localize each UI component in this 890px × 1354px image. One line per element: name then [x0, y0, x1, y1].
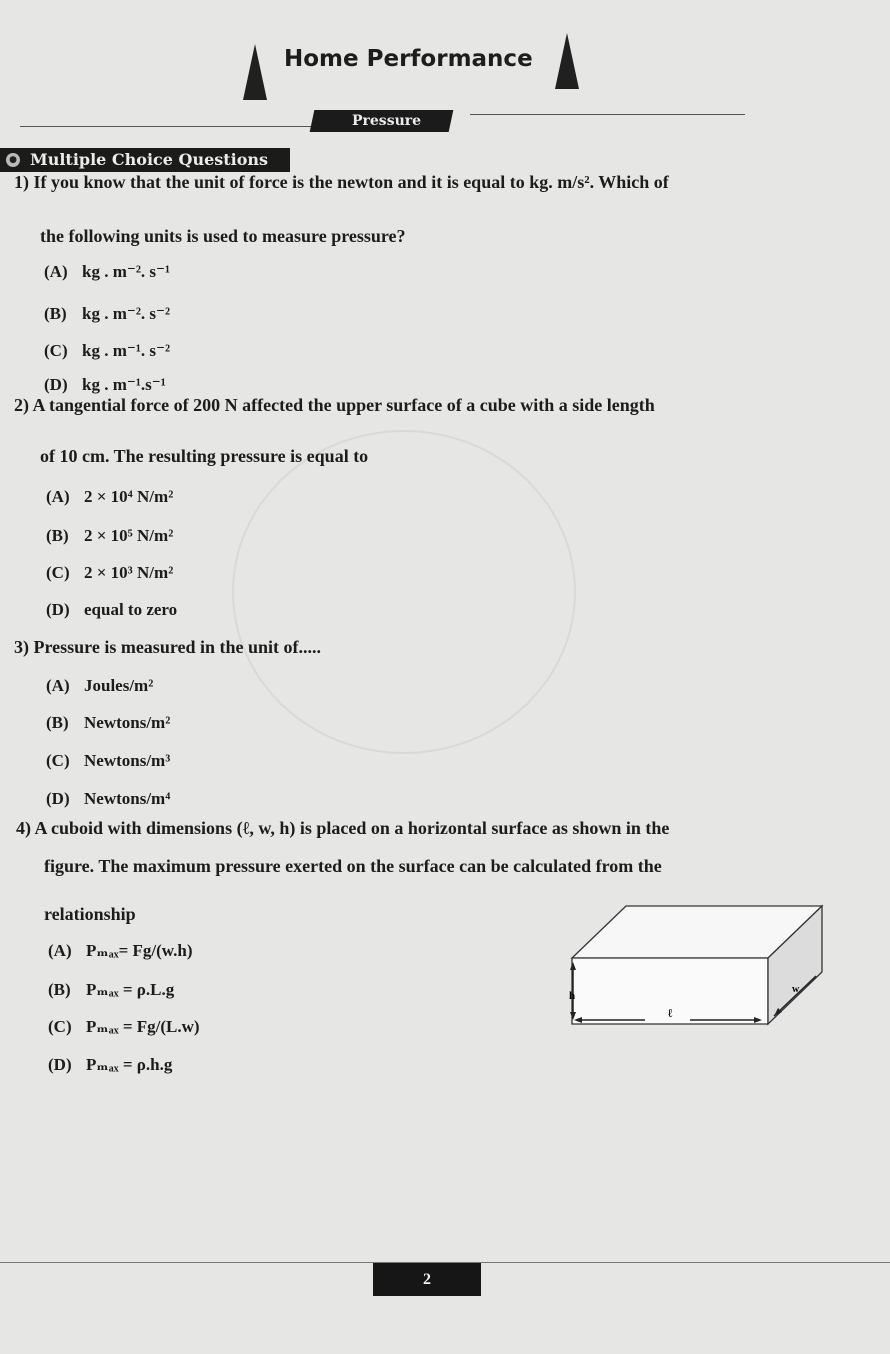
- option-text: Newtons/m²: [84, 713, 171, 732]
- question-text: A cuboid with dimensions (ℓ, w, h) is placed on a horizontal surface as shown in the: [34, 818, 670, 838]
- option-text: kg . m⁻². s⁻²: [82, 304, 171, 323]
- option-2b[interactable]: [46, 526, 173, 546]
- question-4-line3: relationship: [44, 904, 136, 924]
- option-text: Pₘₐₓ = Fg/(L.w): [86, 1017, 200, 1036]
- option-2c[interactable]: [46, 563, 173, 583]
- left-pennant-icon: [243, 44, 267, 100]
- header-rule-right: [470, 114, 745, 115]
- option-4c[interactable]: [48, 1017, 200, 1037]
- option-letter: (A): [46, 676, 70, 695]
- cuboid-figure: [560, 900, 830, 1030]
- question-number: 2): [14, 395, 29, 415]
- option-3d[interactable]: [46, 789, 170, 809]
- option-letter: (D): [46, 789, 70, 808]
- option-text: Newtons/m⁴: [84, 789, 171, 808]
- option-letter: (C): [46, 563, 70, 582]
- option-1d[interactable]: [44, 375, 166, 395]
- topic-label: Pressure: [352, 113, 422, 129]
- option-letter: (C): [46, 751, 70, 770]
- page-number: 2: [373, 1263, 481, 1296]
- question-4-line2: figure. The maximum pressure exerted on the surface can be calculated from the: [44, 856, 662, 876]
- option-letter: (C): [48, 1017, 72, 1036]
- label-l: ℓ: [668, 1006, 673, 1020]
- section-label: Multiple Choice Questions: [30, 150, 269, 169]
- question-number: 1): [14, 172, 29, 192]
- question-1: [14, 172, 669, 193]
- option-text: equal to zero: [84, 600, 178, 619]
- option-letter: (B): [46, 713, 69, 732]
- question-text: If you know that the unit of force is the newton and it is equal to kg. m/s². Which of: [33, 172, 669, 192]
- option-text: Pₘₐₓ = ρ.h.g: [86, 1055, 173, 1074]
- header-rule-left: [20, 126, 312, 127]
- question-2: [14, 395, 655, 416]
- option-letter: (C): [44, 341, 68, 360]
- section-header: [0, 148, 290, 172]
- option-1a[interactable]: [44, 262, 170, 282]
- option-4b[interactable]: [48, 980, 174, 1000]
- option-letter: (A): [46, 487, 70, 506]
- option-letter: (D): [46, 600, 70, 619]
- option-letter: (D): [44, 375, 68, 394]
- option-letter: (D): [48, 1055, 72, 1074]
- topic-tag: [310, 110, 454, 132]
- option-letter: (B): [46, 526, 69, 545]
- option-text: 2 × 10³ N/m²: [84, 563, 174, 582]
- question-2-line2: of 10 cm. The resulting pressure is equal to: [40, 446, 369, 466]
- option-letter: (B): [48, 980, 71, 999]
- option-4d[interactable]: [48, 1055, 172, 1075]
- option-1c[interactable]: [44, 341, 170, 361]
- question-text: A tangential force of 200 N affected the upper surface of a cube with a side length: [32, 395, 655, 415]
- option-text: 2 × 10⁵ N/m²: [84, 526, 174, 545]
- option-letter: (A): [48, 941, 72, 960]
- option-letter: (B): [44, 304, 67, 323]
- option-text: Newtons/m³: [84, 751, 171, 770]
- question-3: [14, 637, 321, 658]
- page-title: Home Performance: [284, 46, 533, 72]
- option-2d[interactable]: [46, 600, 177, 620]
- question-text: Pressure is measured in the unit of.....: [33, 637, 322, 657]
- option-text: kg . m⁻¹.s⁻¹: [82, 375, 166, 394]
- watermark-seal: [232, 430, 576, 754]
- option-text: Joules/m²: [84, 676, 154, 695]
- option-3a[interactable]: [46, 676, 153, 696]
- option-3b[interactable]: [46, 713, 170, 733]
- question-number: 3): [14, 637, 29, 657]
- question-1-line2: the following units is used to measure pressure?: [40, 226, 406, 246]
- option-text: kg . m⁻². s⁻¹: [82, 262, 171, 281]
- option-letter: (A): [44, 262, 68, 281]
- right-pennant-icon: [555, 33, 579, 89]
- question-number: 4): [16, 818, 31, 838]
- option-2a[interactable]: [46, 487, 173, 507]
- question-4: [16, 818, 669, 839]
- option-4a[interactable]: [48, 941, 193, 961]
- option-3c[interactable]: [46, 751, 170, 771]
- option-text: 2 × 10⁴ N/m²: [84, 487, 174, 506]
- option-text: Pₘₐₓ = ρ.L.g: [86, 980, 175, 999]
- label-w: w: [792, 984, 800, 995]
- section-bullet-icon: ●: [6, 153, 20, 167]
- option-text: kg . m⁻¹. s⁻²: [82, 341, 171, 360]
- option-text: Pₘₐₓ= Fg/(w.h): [86, 941, 193, 960]
- option-1b[interactable]: [44, 304, 170, 324]
- label-h: h: [569, 990, 576, 1002]
